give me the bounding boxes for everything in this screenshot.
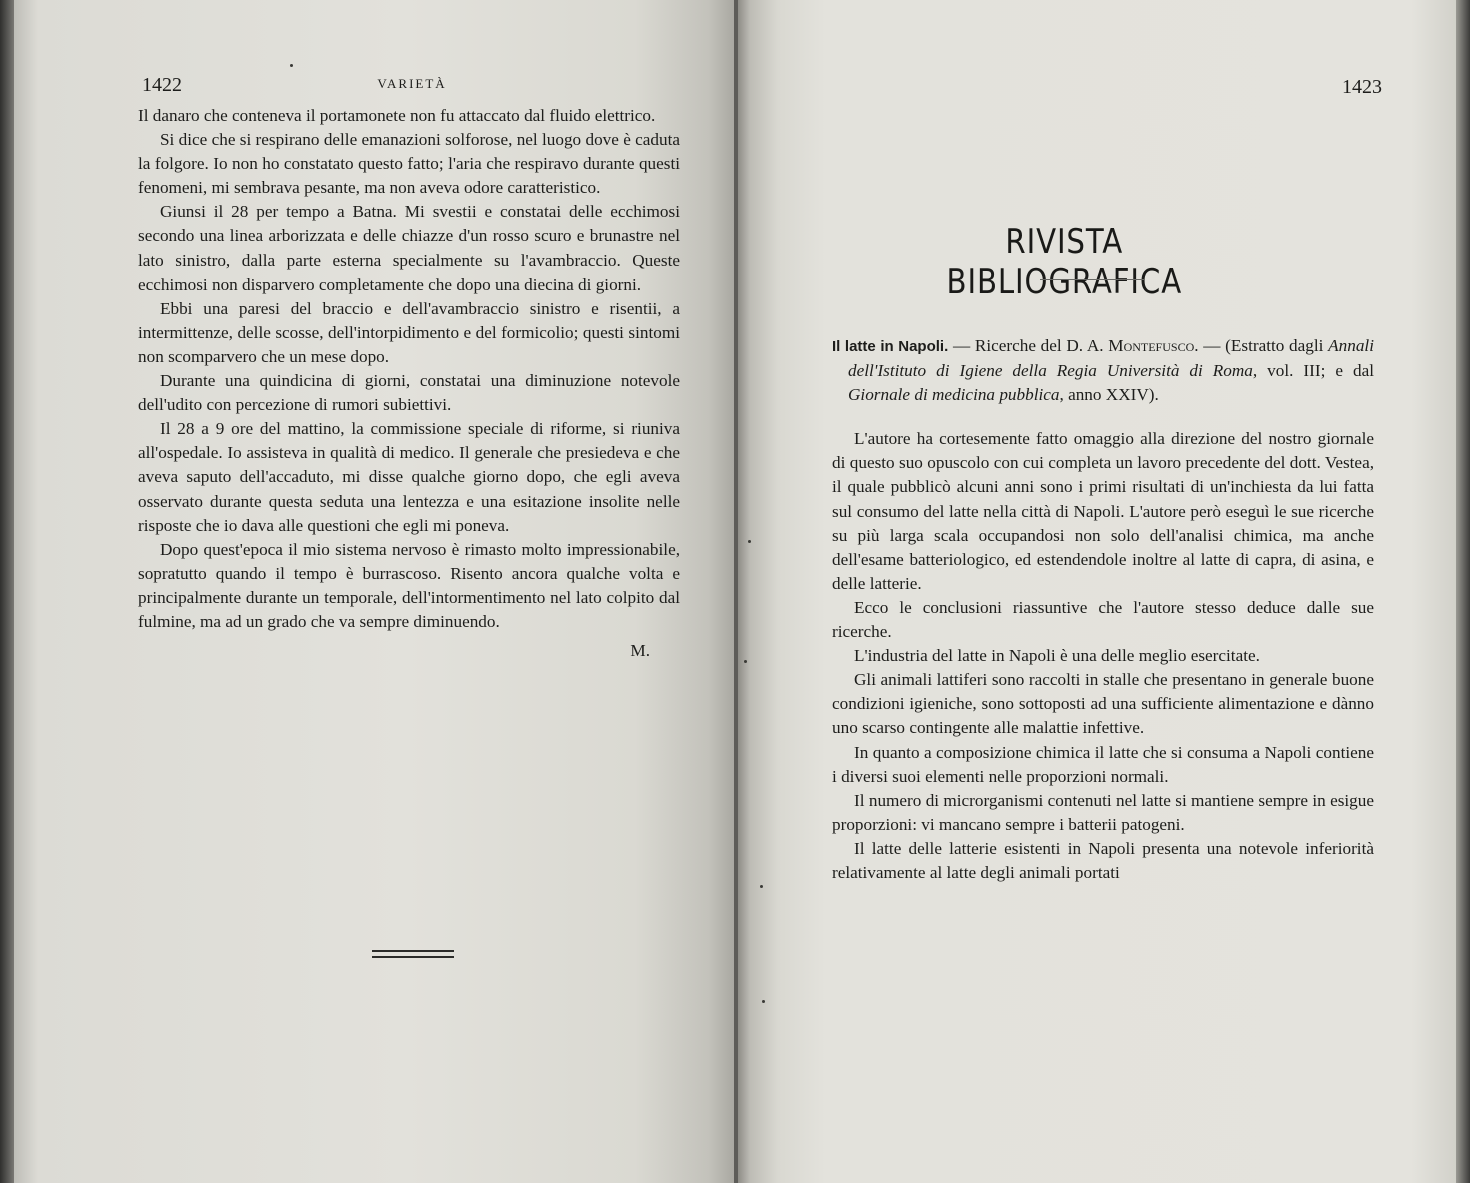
bibliography-entry (832, 334, 1374, 407)
left-page-body (138, 104, 680, 668)
page-number-left: 1422 (142, 74, 182, 96)
author-signature: M. (630, 641, 650, 661)
entry-journal: Annali dell'Istituto di Igiene della Regia Università di Roma (848, 336, 1374, 381)
paragraph: Il danaro che conteneva il portamonete non fu attaccato dal fluido elettrico. (138, 106, 656, 125)
section-title: RIVISTA BIBLIOGRAFICA (946, 222, 1183, 302)
paragraph: Il numero di microrganismi contenuti nel latte si mantiene sempre in esigue proporzioni: vi mancano sempre i batterii patogeni. (832, 790, 1374, 834)
scan-speck (748, 540, 751, 543)
scan-speck (762, 1000, 765, 1003)
left-page-header (142, 74, 682, 96)
paragraph: Il latte delle latterie esistenti in Napoli presenta una notevole inferiorità relativamente al latte degli animali portati (832, 838, 1374, 882)
paragraph: Durante una quindicina di giorni, constatai una diminuzione notevole dell'udito con percezione di rumori subiettivi. (138, 371, 680, 415)
entry-text: . — (Estratto dagli (1194, 336, 1329, 355)
scan-speck (760, 885, 763, 888)
section-end-rule (372, 950, 454, 958)
page-number-right: 1423 (1342, 76, 1382, 98)
paragraph: L'autore ha cortesemente fatto omaggio alla direzione del nostro giornale di questo suo opuscolo con cui completa un lavoro precedente del dott. Vestea, il quale pubblicò alcuni anni sono i primi risultati di un'inchiesta da lui fatta sul consumo del latte nella città di Napoli. L'autore però eseguì le sue ricerche su più larga scala occupandosi non solo dell'analisi chimica, ma anche dell'esame batteriologico, ed estendendole inoltre al latte di capra, di asina, e delle latterie. (832, 429, 1374, 593)
paragraph: Gli animali lattiferi sono raccolti in stalle che presentano in generale buone condizioni igieniche, sono sottoposti ad una sufficiente alimentazione e dànno uno scarso contingente alle malattie infettive. (832, 670, 1374, 738)
page-edge-shadow (1456, 0, 1470, 1183)
entry-journal: Giornale di medicina pubblica (848, 385, 1060, 405)
right-page-body (832, 334, 1374, 885)
entry-author: Montefusco (1108, 336, 1195, 355)
scan-speck (744, 660, 747, 663)
entry-text: , anno XXIV). (1059, 385, 1159, 405)
entry-text: , vol. III; e dal (1252, 361, 1374, 381)
paragraph: Ecco le conclusioni riassuntive che l'autore stesso deduce dalle sue ricerche. (832, 597, 1374, 642)
title-rule (1040, 279, 1144, 280)
paragraph: In quanto a composizione chimica il latte che si consuma a Napoli contiene i diversi suoi elementi nelle proporzioni normali. (832, 742, 1374, 786)
paragraph: Dopo quest'epoca il mio sistema nervoso è rimasto molto impressionabile, sopratutto quando il tempo è burrascoso. Risento ancora qualche volta e principalmente durante un temporale, dell'intormentimento nel lato colpito dal fulmine, ma ad un grado che va sempre diminuendo. (138, 539, 680, 631)
entry-title: Il latte in Napoli. (832, 338, 949, 355)
running-head: VARIETÀ (377, 76, 447, 91)
entry-text: — Ricerche del D. A. (948, 336, 1109, 355)
paragraph: Il 28 a 9 ore del mattino, la commissione speciale di riforme, si riuniva all'ospedale. Io assisteva in qualità di medico. Il generale che presiedeva e che aveva saputo dell'accaduto, mi disse qualche giorno dopo, che egli aveva osservato durante questa seduta una lentezza e una esitazione insolite nelle risposte che io dava alle questioni che egli mi poneva. (138, 419, 680, 535)
paragraph: Si dice che si respirano delle emanazioni solforose, nel luogo dove è caduta la folgore. Io non ho constatato questo fatto; l'aria che respiravo durante questi fenomeni, mi sembrava pesante, ma non aveva odore caratteristico. (138, 130, 680, 198)
scan-speck (290, 64, 293, 67)
page-edge-shadow (0, 0, 14, 1183)
paragraph: Giunsi il 28 per tempo a Batna. Mi svestii e constatai delle ecchimosi secondo una linea arborizzata e delle chiazze d'un rosso scuro e brunastre nel lato sinistro, dalla parte esterna specialmente su l'avambraccio. Queste ecchimosi non disparvero completamente che dopo una diecina di giorni. (138, 202, 680, 294)
paragraph: L'industria del latte in Napoli è una delle meglio esercitate. (854, 646, 1260, 666)
paragraph: Ebbi una paresi del braccio e dell'avambraccio sinistro e risentii, a intermittenze, delle scosse, dell'intorpidimento e del formicolio; questi sintomi non scomparvero che un mese dopo. (138, 298, 680, 366)
